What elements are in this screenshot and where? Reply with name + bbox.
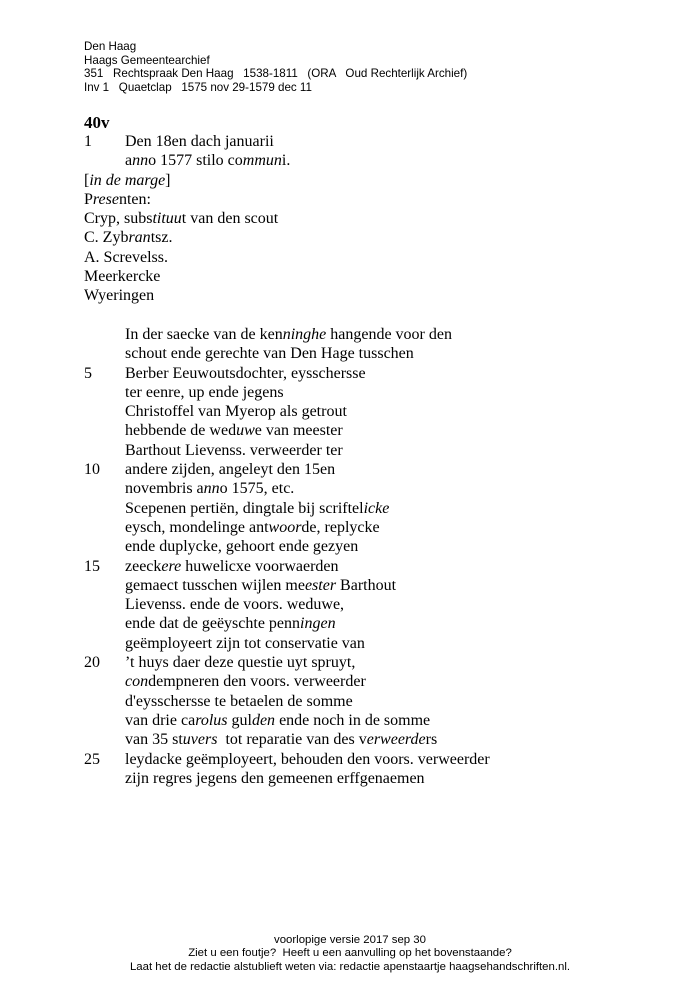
expanded-abbreviation: ran [128, 229, 151, 247]
expanded-abbreviation: rolus [195, 711, 228, 729]
text-run: ende duplycke, gehoort ende gezyen [125, 538, 359, 556]
expanded-abbreviation: mmun [242, 152, 282, 170]
footer-feedback-question: Ziet u een foutje? Heeft u een aanvulling op het bovenstaande? [188, 947, 512, 960]
line-text [125, 421, 343, 440]
line-text [84, 248, 168, 267]
text-run: de, replycke [301, 518, 380, 536]
text-run: Meerkercke [84, 268, 161, 286]
line-number: 20 [84, 654, 100, 672]
text-run: van drie ca [125, 711, 196, 729]
header-city: Den Haag [84, 40, 137, 53]
line-text [84, 209, 278, 228]
text-run: gemaect tusschen wijlen me [125, 576, 305, 594]
text-run: Scepenen pertiën, dingtale bij scriftel [125, 499, 364, 517]
line-text [125, 402, 347, 421]
line-text [125, 711, 430, 730]
line-number: 25 [84, 750, 100, 768]
expanded-abbreviation: woor [268, 518, 302, 536]
line-text [125, 634, 365, 653]
line-number: 5 [84, 364, 92, 382]
text-run: C. Zyb [84, 229, 129, 247]
text-run: dempneren den voors. verweerder [148, 673, 366, 691]
expanded-abbreviation: den [251, 711, 276, 729]
line-text [125, 479, 294, 498]
text-run: ende noch in de somme [275, 711, 431, 729]
text-run: Den 18en dach januarii [125, 133, 274, 150]
footer-contact: Laat het de redactie alstublieft weten via: redactie apenstaartje haagsehandschriften.nl. [129, 960, 571, 973]
text-run: geëmployeert zijn tot conservatie van [125, 634, 365, 652]
text-run: zijn regres jegens den gemeenen erffgenaemen [125, 769, 425, 787]
footer-version: voorlopige versie 2017 sep 30 [274, 934, 426, 946]
expanded-abbreviation: ere [161, 557, 182, 575]
line-text [125, 557, 339, 576]
line-text [125, 441, 343, 460]
text-run: P [84, 190, 93, 208]
text-run: schout ende gerechte van Den Hage tusschen [125, 345, 414, 363]
line-text [125, 576, 396, 595]
text-run: a [125, 152, 133, 170]
expanded-abbreviation: con [125, 673, 149, 691]
text-run: gul [227, 711, 252, 729]
text-run: o 1577 stilo co [148, 152, 243, 170]
line-text [84, 286, 154, 305]
text-run: Lievenss. ende de voors. weduwe, [125, 596, 345, 614]
expanded-abbreviation: ninghe [282, 325, 327, 343]
line-text [125, 692, 353, 711]
text-run: ter eenre, up ende jegens [125, 383, 284, 401]
line-text [125, 460, 335, 479]
text-run: ’t huys daer deze questie uyt spruyt, [125, 654, 356, 672]
header-archive: Haags Gemeentearchief [84, 53, 210, 67]
line-text [125, 499, 389, 518]
text-run: andere zijden, angeleyt den 15en [125, 461, 336, 479]
line-number: 1 [84, 133, 92, 150]
expanded-abbreviation: erweerde [366, 731, 426, 749]
text-run: novembris a [125, 480, 204, 498]
line-text [125, 537, 358, 556]
line-number: 15 [84, 557, 100, 575]
text-run: Wyeringen [84, 287, 155, 305]
text-run: o 1575, etc. [219, 480, 295, 498]
text-run: e van meester [254, 422, 343, 440]
text-run: eysch, mondelinge ant [125, 518, 269, 536]
text-run: In der saecke van de ken [125, 325, 283, 343]
line-text [125, 325, 452, 344]
line-text [125, 653, 355, 672]
text-run: A. Screvelss. [84, 248, 168, 266]
line-text [125, 518, 380, 537]
expanded-abbreviation: nn [203, 480, 220, 498]
line-text [125, 364, 366, 383]
text-run: Barthout Lievenss. verweerder ter [125, 441, 343, 459]
text-run: Cryp, subs [84, 210, 153, 228]
expanded-abbreviation: icke [363, 499, 390, 517]
line-text [125, 344, 414, 363]
text-run: leydacke geëmployeert, behouden den voors. verweerder [125, 750, 490, 768]
text-run: Christoffel van Myerop als getrout [125, 403, 347, 421]
expanded-abbreviation: ingen [300, 615, 336, 633]
header-inventory: Inv 1 Quaetclap 1575 nov 29-1579 dec 11 [84, 80, 312, 94]
line-text [125, 750, 490, 769]
line-text [125, 151, 290, 170]
line-text [84, 267, 160, 286]
line-text [125, 730, 437, 749]
text-run: tsz. [150, 229, 173, 247]
text-run: van 35 st [125, 731, 183, 749]
line-text [125, 595, 344, 614]
text-run: nten: [118, 190, 151, 208]
text-run: hebbende de wed [125, 422, 237, 440]
expanded-abbreviation: uw [236, 422, 255, 440]
text-run: tot reparatie van des v [217, 731, 367, 749]
text-run: hangende voor den [326, 325, 452, 343]
line-text [84, 190, 151, 209]
text-run: ende dat de geëyschte penn [125, 615, 301, 633]
header-collection: 351 Rechtspraak Den Haag 1538-1811 (ORA Oud Rechterlijk Archief) [84, 67, 468, 81]
page-footer [0, 934, 700, 974]
expanded-abbreviation: ester [304, 576, 337, 594]
expanded-abbreviation: nn [132, 152, 149, 170]
line-text [125, 614, 336, 633]
text-run: zeeck [125, 557, 162, 575]
line-number: 10 [84, 461, 100, 479]
line-text [125, 132, 274, 151]
expanded-abbreviation: uvers [182, 731, 218, 749]
text-run: d'eysschersse te betaelen de somme [125, 692, 353, 710]
text-run: ] [165, 171, 171, 189]
line-text [125, 383, 284, 402]
expanded-abbreviation: in de marge [89, 171, 166, 189]
expanded-abbreviation: tituu [152, 210, 182, 228]
archive-header [84, 40, 467, 94]
text-run: Barthout [336, 576, 397, 594]
folio-number: 40v [84, 113, 110, 132]
line-text [125, 672, 366, 691]
text-run: rs [425, 731, 438, 749]
text-run: t van den scout [181, 210, 279, 228]
line-text [84, 228, 172, 247]
text-run: Berber Eeuwoutsdochter, eysschersse [125, 364, 366, 382]
expanded-abbreviation: rese [92, 190, 119, 208]
line-text [125, 769, 425, 788]
line-text [84, 171, 171, 190]
text-run: i. [281, 152, 291, 170]
text-run: [ [84, 171, 90, 189]
text-run: huwelicxe voorwaerden [181, 557, 339, 575]
